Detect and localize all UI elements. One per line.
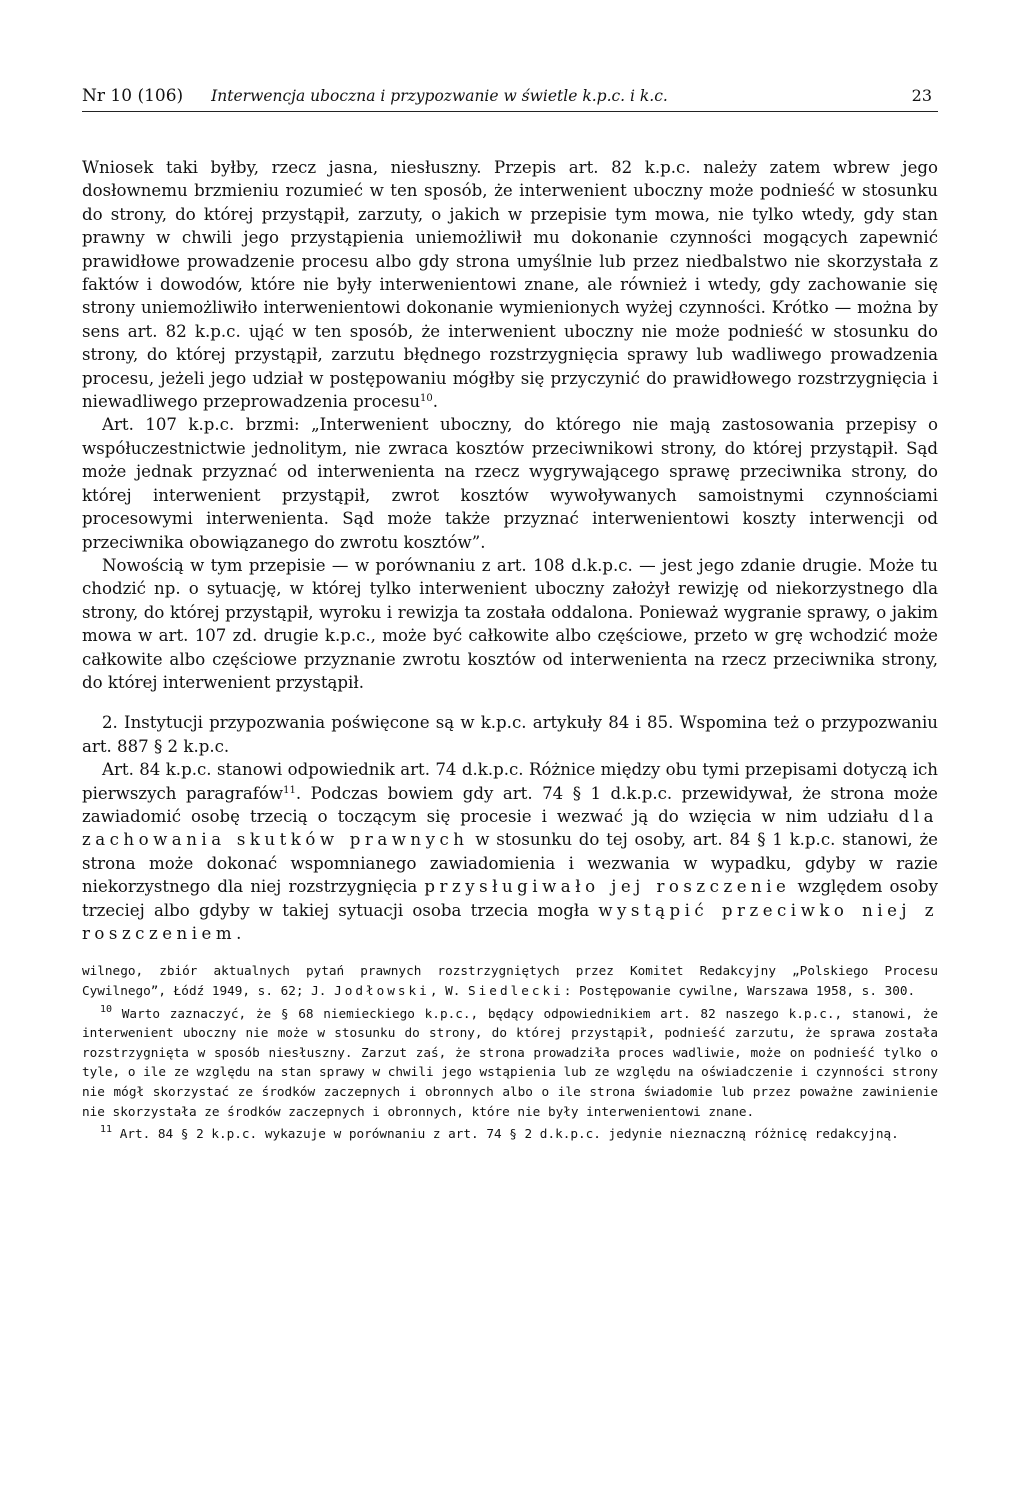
spaced-emphasis-3: wystąpić przeciwko niej z roszczeniem <box>82 900 938 943</box>
author-name-1: Jodłowski <box>334 983 430 998</box>
paragraph-3: Nowością w tym przepisie — w porównaniu z art. 108 d.k.p.c. — jest jego zdanie drugie. Może tu chodzić np. o sytuację, w której tylko interwenient uboczny założył rewizję od niekorzystnego dla strony, do której przystąpił, wyroku i rewizja ta została oddalona. Ponieważ wygranie sprawy, o jakim mowa w art. 107 zd. drugie k.p.c., może być całkowite albo częściowe, przeto w grę wchodzić może całkowite albo częściowe przyznanie zwrotu kosztów od interwenienta na rzecz przeciwnika strony, do której interwenient przystąpił. <box>82 555 938 692</box>
footnote-10 <box>82 1004 938 1122</box>
footnote-continuation <box>82 961 938 1000</box>
paragraph-1-text: Wniosek taki byłby, rzecz jasna, niesłuszny. Przepis art. 82 k.p.c. należy zatem wbrew jego dosłownemu brzmieniu rozumieć w ten sposób, że interwenient uboczny może podnieść w stosunku do strony, do której przystąpił, zarzuty, o jakich w przepisie tym mowa, nie tylko wtedy, gdy stan prawny w chwili jego przystąpienia uniemożliwił mu dokonanie czynności mogących zapewnić prawidłowe prowadzenie procesu albo gdy strona umyślnie lub przez niedbalstwo nie skorzystała z faktów i dowodów, które nie były interwenientowi znane, ale również i wtedy, gdy zachowanie się strony uniemożliwiło interwenientowi dokonanie wymienionych wyżej czynności. Krótko — można by sens art. 82 k.p.c. ująć w ten sposób, że interwenient uboczny nie może podnieść w stosunku do strony, do której przystąpił, zarzutu błędnego rozstrzygnięcia sprawy lub wadliwego prowadzenia procesu, jeżeli jego udział w postępowaniu mógłby się przyczynić do prawidłowego rozstrzygnięcia i niewadliwego przeprowadzenia procesu <box>82 158 938 412</box>
footnote-10-number: 10 <box>100 1003 113 1015</box>
footnote-11-number: 11 <box>100 1124 113 1136</box>
footnotes <box>82 961 938 1143</box>
footnote-cont-text-a: wilnego, zbiór aktualnych pytań prawnych rozstrzygniętych przez Komitet Redakcyjny „Polskiego Procesu Cywilnego”, Łódź 1949, s. 62; J. <box>82 963 938 998</box>
paragraph-5-text-b: . Podczas bowiem gdy art. 74 § 1 d.k.p.c. przewidywał, że strona może zawiadomić osobę trzecią o toczącym się procesie i wezwać ją do wzięcia w nim udziału <box>82 783 938 826</box>
footnote-cont-text-c: : Postępowanie cywilne, Warszawa 1958, s. 300. <box>563 983 916 998</box>
author-name-2: Siedlecki <box>468 983 564 998</box>
main-text <box>82 156 938 945</box>
paragraph-5-text-e: . <box>236 924 242 943</box>
paragraph-5-text-a: Art. 84 k.p.c. stanowi odpowiednik art. 74 d.k.p.c. Różnice między obu tymi przepisami dotyczą ich pierwszych paragrafów <box>82 760 938 803</box>
spaced-emphasis-1: dla zachowania skutków prawnych <box>82 806 938 850</box>
page-number: 23 <box>911 86 932 105</box>
footnote-10-text: Warto zaznaczyć, że § 68 niemieckiego k.p.c., będący odpowiednikiem art. 82 naszego k.p.c., stanowi, że interwenient uboczny nie może w stosunku do strony, do której przystąpił, podnieść zarzutu, że sprawa została rozstrzygnięta w sposób niesłuszny. Zarzut zaś, że strona prowadziła proces wadliwie, może on podnieść tylko o tyle, o ile ze względu na stan sprawy w chwili jego wstąpienia lub ze względu na oświadczenie i czynności strony nie mógł skorzystać ze środków zaczepnych i obronnych albo o ile strona świadomie lub przez poważne zawinienie nie skorzystała ze środków zaczepnych i obronnych, które nie były interwenientowi znane. <box>82 1005 938 1119</box>
section-gap <box>82 694 938 711</box>
paragraph-1: Wniosek taki byłby, rzecz jasna, niesłuszny. Przepis art. 82 k.p.c. należy zatem wbrew jego dosłownemu brzmieniu rozumieć w ten sposób, że interwenient uboczny może podnieść w stosunku do strony, do której przystąpił, zarzuty, o jakich w przepisie tym mowa, nie tylko wtedy, gdy stan prawny w chwili jego przystąpienia uniemożliwił mu dokonanie czynności mogących zapewnić prawidłowe prowadzenie procesu albo gdy strona umyślnie lub przez niedbalstwo nie skorzystała z faktów i dowodów, które nie były interwenientowi znane, ale również i wtedy, gdy zachowanie się strony uniemożliwiło interwenientowi dokonanie wymienionych wyżej czynności. Krótko — można by sens art. 82 k.p.c. ująć w ten sposób, że interwenient uboczny nie może podnieść w stosunku do strony, do której przystąpił, zarzutu błędnego rozstrzygnięcia sprawy lub wadliwego prowadzenia procesu, jeżeli jego udział w postępowaniu mógłby się przyczynić do prawidłowego rozstrzygnięcia i niewadliwego przeprowadzenia procesu$^{10}$. <box>82 158 938 412</box>
footnote-11 <box>82 1124 938 1144</box>
spaced-emphasis-2: przysługiwało jej roszczenie <box>424 877 791 897</box>
footnote-ref-10: 10 <box>420 393 433 405</box>
running-title: Interwencja uboczna i przypozwanie w świetle k.p.c. i k.c. <box>211 87 668 105</box>
running-header <box>82 86 938 112</box>
paragraph-4: 2. Instytucji przypozwania poświęcone są w k.p.c. artykuły 84 i 85. Wspomina też o przypozwaniu art. 887 § 2 k.p.c. <box>82 713 938 756</box>
footnote-cont-text-b: , W. <box>429 983 469 998</box>
issue-number: Nr 10 (106) <box>82 86 184 106</box>
header-left <box>82 86 668 106</box>
paragraph-5 <box>82 758 938 945</box>
footnote-11-text: Art. 84 § 2 k.p.c. wykazuje w porównaniu z art. 74 § 2 d.k.p.c. jedynie nieznaczną różnicę redakcyjną. <box>119 1126 899 1142</box>
paragraph-2: Art. 107 k.p.c. brzmi: „Interwenient uboczny, do którego nie mają zastosowania przepisy o współuczestnictwie jednolitym, nie zwraca kosztów przeciwnikowi strony, do której przystąpił. Sąd może jednak przyznać od interwenienta na rzecz wygrywającego sprawę przeciwnika strony, do której interwenient przystąpił, zwrot kosztów wywoływanych samoistnymi czynnościami procesowymi interwenienta. Sąd może także przyznać interwenientowi koszty interwencji od przeciwnika obowiązanego do zwrotu kosztów”. <box>82 415 938 552</box>
paragraph-5-text-d: względem osoby trzeciej albo gdyby w takiej sytuacji osoba trzecia mogła <box>82 877 939 920</box>
paragraph-5-text-c: w stosunku do tej osoby, art. 84 § 1 k.p.c. stanowi, że strona może dokonać wspomnianego zawiadomienia i wezwania w wypadku, gdyby w razie niekorzystnego dla niej rozstrzygnięcia <box>82 830 939 897</box>
footnote-ref-11: 11 <box>283 784 296 796</box>
document-page <box>82 86 938 1146</box>
